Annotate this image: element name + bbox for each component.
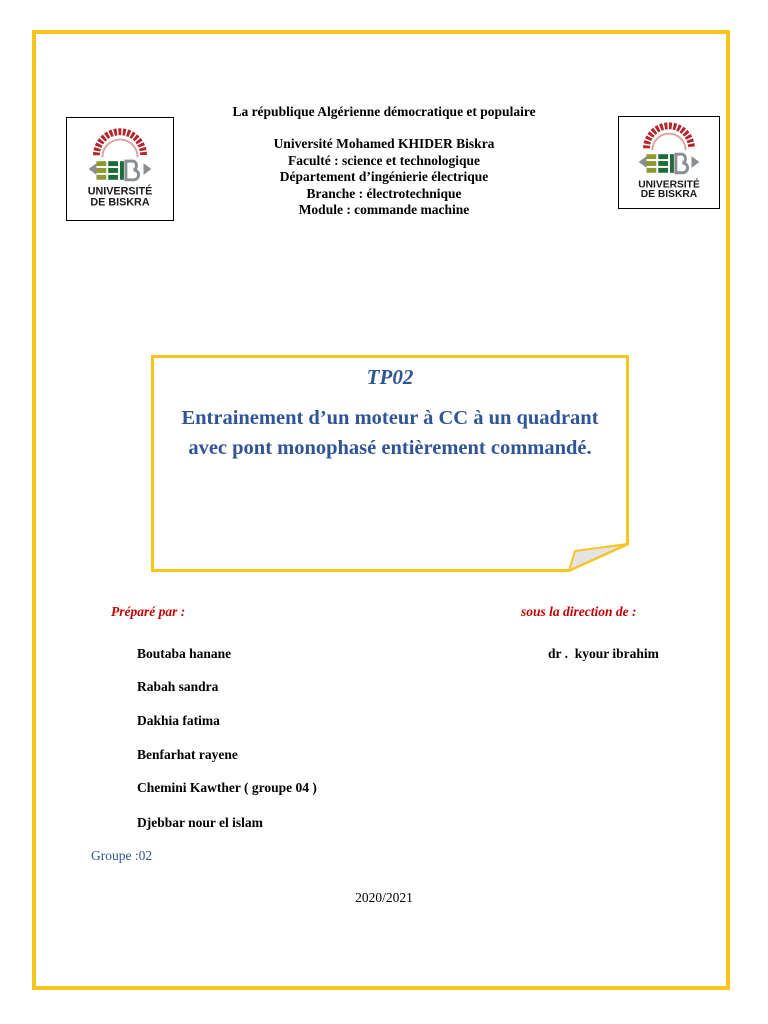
branch-line: Branche : électrotechnique	[306, 186, 462, 201]
student-name: Boutaba hanane	[137, 646, 232, 661]
logo-text-line2: DE BISKRA	[90, 196, 150, 209]
title-box	[151, 355, 629, 572]
student-name: Djebbar nour el islam	[137, 815, 263, 830]
logo-text-line2: DE BISKRA	[640, 189, 698, 201]
academic-year: 2020/2021	[355, 890, 413, 905]
tp-title: Entrainement d’un moteur à CC à un quadrant avec pont monophasé entièrement commandé.	[181, 407, 599, 459]
student-name: Benfarhat rayene	[137, 747, 238, 762]
faculty-line: Faculté : science et technologique	[288, 153, 480, 168]
prepared-by-label: Préparé par :	[111, 604, 186, 619]
logo-text-line1: UNIVERSITÉ	[638, 179, 700, 191]
student-name: Dakhia fatima	[137, 713, 220, 728]
student-name: Rabah sandra	[137, 679, 219, 694]
logo-text-line1: UNIVERSITÉ	[87, 185, 153, 198]
student-name: Chemini Kawther ( groupe 04 )	[137, 780, 317, 795]
supervisor-name: dr . kyour ibrahim	[548, 646, 659, 661]
republic-line: La république Algérienne démocratique et populaire	[232, 104, 536, 119]
module-line: Module : commande machine	[298, 202, 470, 217]
direction-label: sous la direction de :	[521, 604, 637, 619]
group-label: Groupe :02	[91, 848, 153, 863]
department-line: Département d’ingénierie électrique	[279, 169, 489, 184]
tp-number: TP02	[366, 365, 414, 389]
university-line: Université Mohamed KHIDER Biskra	[273, 136, 495, 151]
